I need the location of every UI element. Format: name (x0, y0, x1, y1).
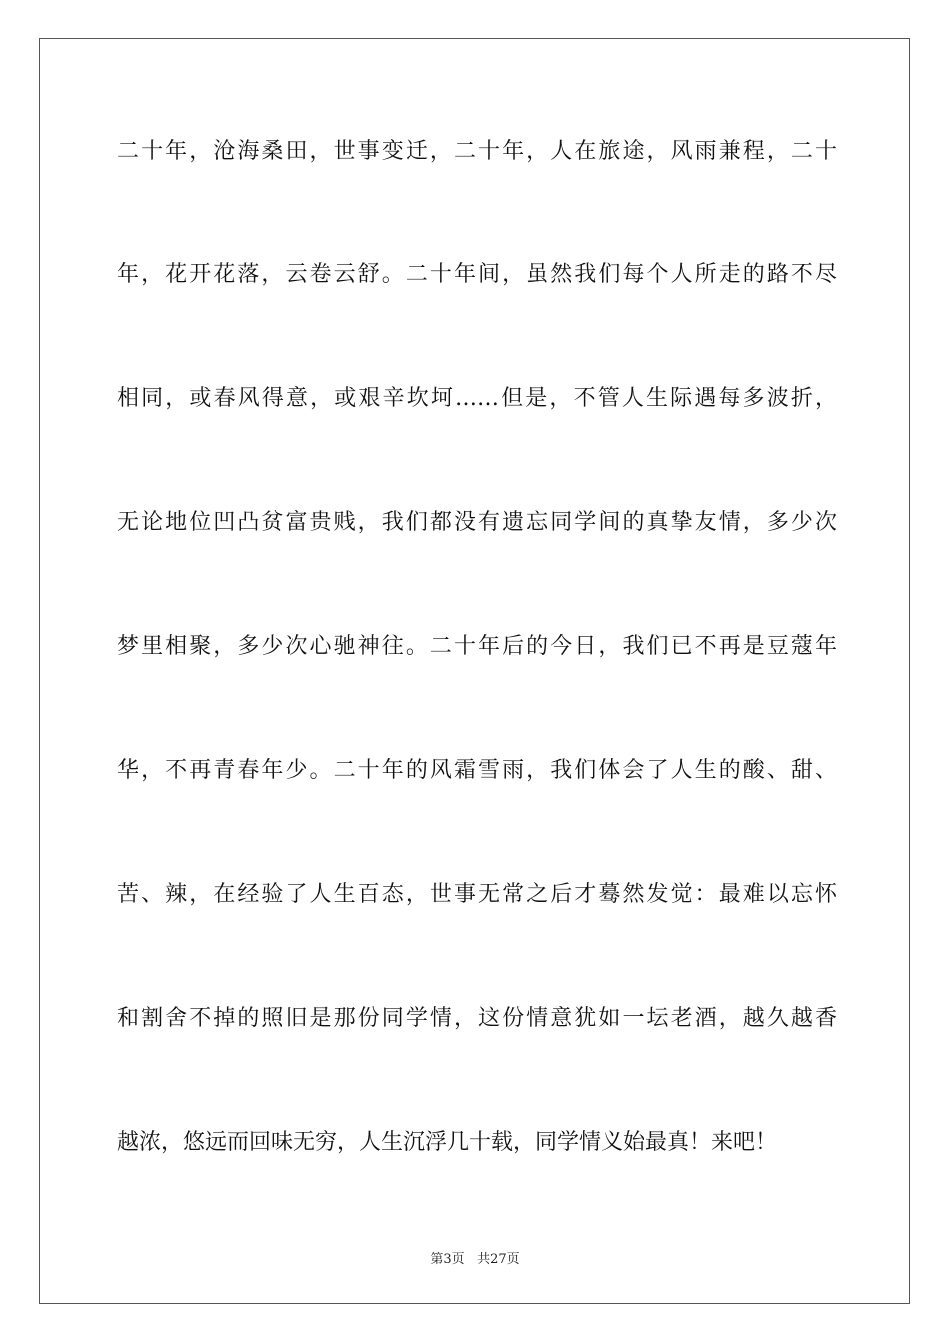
body-line-8: 和割舍不掉的照旧是那份同学情，这份情意犹如一坛老酒，越久越香 (117, 1006, 837, 1031)
page-footer (0, 1248, 950, 1267)
body-line-6: 华，不再青春年少。二十年的风霜雪雨，我们体会了人生的酸、甜、 (117, 758, 837, 783)
page-number: 第3页 (430, 1252, 465, 1267)
body-line-7: 苦、辣，在经验了人生百态，世事无常之后才蓦然发觉：最难以忘怀 (117, 882, 837, 907)
body-line-9: 越浓，悠远而回味无穷，人生沉浮几十载，同学情义始最真！来吧！ (117, 1130, 778, 1155)
body-line-1: 二十年，沧海桑田，世事变迁，二十年，人在旅途，风雨兼程，二十 (117, 139, 837, 164)
body-line-4: 无论地位凹凸贫富贵贱，我们都没有遗忘同学间的真挚友情，多少次 (117, 510, 837, 535)
body-line-5: 梦里相聚，多少次心驰神往。二十年后的今日，我们已不再是豆蔻年 (117, 634, 837, 659)
body-line-2: 年，花开花落，云卷云舒。二十年间，虽然我们每个人所走的路不尽 (117, 262, 837, 287)
body-line-3: 相同，或春风得意，或艰辛坎坷……但是，不管人生际遇每多波折， (117, 386, 837, 411)
page-total: 共27页 (477, 1252, 520, 1267)
page-frame (39, 38, 910, 1304)
